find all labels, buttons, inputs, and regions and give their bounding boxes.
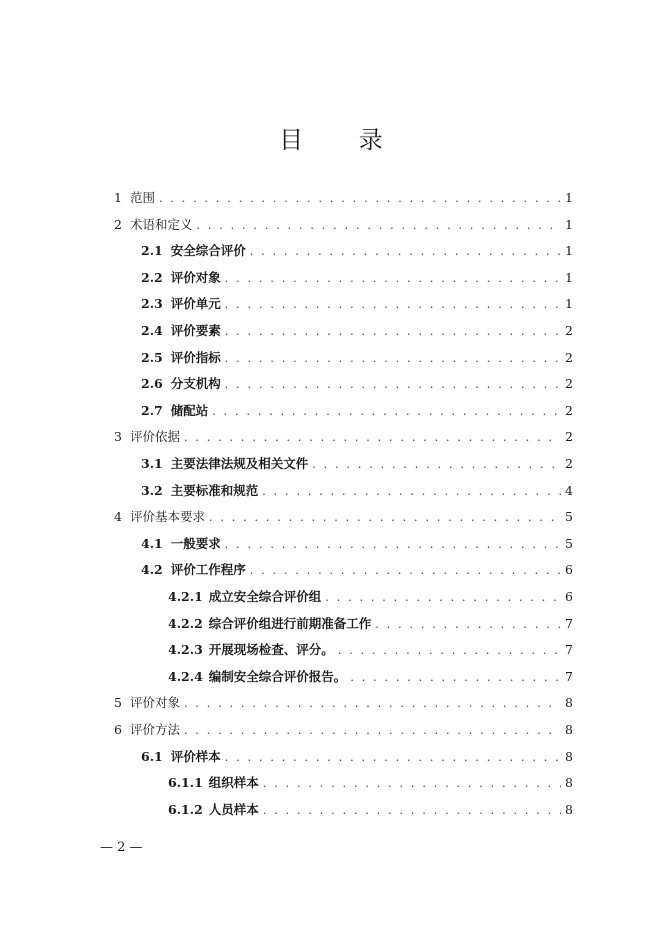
- toc-entry-label: 成立安全综合评价组: [208, 589, 322, 604]
- dot-leader: [312, 455, 561, 475]
- toc-entry-number: 3.1: [141, 456, 163, 471]
- toc-entry-number: 2.3: [141, 296, 163, 312]
- toc-entry[interactable]: [168, 800, 573, 820]
- toc-entry-label: 主要法律法规及相关文件: [170, 456, 309, 471]
- toc-entry-label: 安全综合评价: [170, 243, 246, 259]
- dot-leader: [225, 375, 561, 395]
- toc-entry-label: 评价对象: [170, 269, 221, 285]
- dot-leader: [262, 482, 561, 502]
- toc-entry[interactable]: [114, 693, 573, 713]
- dot-leader: [338, 641, 561, 661]
- toc-entry[interactable]: [114, 188, 573, 208]
- toc-entry[interactable]: [114, 427, 573, 447]
- dot-leader: [225, 349, 561, 369]
- toc-entry-label: 分支机构: [170, 376, 221, 392]
- toc-entry-label: 综合评价组进行前期准备工作: [208, 615, 372, 631]
- dot-leader: [196, 216, 561, 236]
- toc-entry-page: 8: [565, 801, 573, 817]
- toc-entry-page: 8: [565, 775, 573, 791]
- toc-entry-page: 6: [565, 562, 573, 578]
- toc-entry-number: 2: [114, 216, 122, 232]
- toc-entry-page: 1: [565, 269, 573, 285]
- toc-entry-label: 开展现场检查、评分。: [208, 642, 334, 658]
- toc-entry[interactable]: [141, 534, 573, 554]
- toc-entry-label: 评价方法: [129, 722, 180, 737]
- toc-entry-page: 5: [565, 535, 573, 551]
- toc-entry-number: 2.6: [141, 376, 163, 392]
- toc-entry-number: 4.2.2: [168, 615, 203, 631]
- toc-entry[interactable]: [114, 507, 573, 527]
- toc-entry-page: 1: [565, 296, 573, 312]
- toc-entry-label: 人员样本: [208, 801, 259, 817]
- toc-entry[interactable]: [141, 560, 573, 580]
- toc-entry[interactable]: [168, 587, 573, 607]
- toc-entry[interactable]: [141, 294, 573, 314]
- toc-entry[interactable]: [141, 241, 573, 261]
- toc-entry-number: 6.1: [141, 748, 163, 764]
- toc-entry-number: 2.2: [141, 269, 163, 285]
- toc-entry-number: 4.1: [141, 535, 163, 551]
- toc-entry-label: 评价基本要求: [129, 509, 205, 525]
- dot-leader: [375, 615, 561, 635]
- toc-entry-number: 3: [114, 429, 122, 445]
- toc-entry-page: 8: [565, 695, 573, 711]
- dot-leader: [250, 242, 561, 262]
- toc-entry-page: 8: [565, 748, 573, 764]
- dot-leader: [159, 189, 561, 209]
- toc-entry-number: 5: [114, 695, 122, 711]
- toc-entry-label: 评价指标: [170, 349, 221, 365]
- toc-entry-page: 4: [565, 482, 573, 498]
- toc-entry[interactable]: [114, 720, 573, 740]
- toc-entry-label: 编制安全综合评价报告。: [208, 668, 347, 684]
- toc-entry-label: 评价样本: [170, 748, 221, 764]
- toc-entry-number: 4: [114, 509, 122, 525]
- toc-entry[interactable]: [168, 614, 573, 634]
- toc-entry-page: 2: [565, 429, 573, 445]
- toc-entry[interactable]: [141, 481, 573, 501]
- page-title: 目 录: [279, 126, 407, 154]
- toc-entry-label: 评价要素: [170, 323, 221, 338]
- dot-leader: [184, 694, 561, 714]
- dot-leader: [209, 508, 561, 528]
- dot-leader: [225, 748, 561, 768]
- toc-entry-page: 6: [565, 589, 573, 604]
- toc-entry-label: 一般要求: [170, 535, 221, 551]
- toc-entry[interactable]: [141, 454, 573, 474]
- toc-entry-page: 2: [565, 349, 573, 365]
- toc-entry-label: 评价依据: [129, 429, 180, 445]
- toc-entry-page: 2: [565, 376, 573, 392]
- toc-entry-page: 1: [565, 243, 573, 259]
- dot-leader: [263, 774, 561, 794]
- dot-leader: [225, 322, 561, 342]
- toc-entry[interactable]: [114, 215, 573, 235]
- toc-entry[interactable]: [141, 401, 573, 421]
- toc-entry[interactable]: [141, 348, 573, 368]
- toc-entry[interactable]: [141, 374, 573, 394]
- toc-entry-page: 8: [565, 722, 573, 737]
- toc-entry-page: 2: [565, 456, 573, 471]
- toc-entry-page: 1: [565, 190, 573, 205]
- toc-entry[interactable]: [168, 640, 573, 660]
- dot-leader: [250, 561, 561, 581]
- dot-leader: [263, 801, 561, 821]
- dot-leader: [350, 668, 561, 688]
- toc-entry[interactable]: [141, 268, 573, 288]
- toc-entry-page: 7: [565, 642, 573, 658]
- toc-entry-number: 4.2.4: [168, 668, 203, 684]
- toc-entry-label: 评价单元: [170, 296, 221, 312]
- toc-entry-page: 2: [565, 323, 573, 338]
- toc-entry-page: 2: [565, 402, 573, 418]
- toc-entry-page: 7: [565, 615, 573, 631]
- toc-entry-label: 储配站: [170, 402, 209, 418]
- toc-entry-number: 2.5: [141, 349, 163, 365]
- toc-entry-label: 术语和定义: [129, 216, 193, 232]
- toc-entry-label: 范围: [129, 190, 155, 205]
- toc-entry-number: 4.2.3: [168, 642, 203, 658]
- dot-leader: [225, 535, 561, 555]
- toc-entry-number: 3.2: [141, 482, 163, 498]
- toc-entry-number: 2.7: [141, 402, 163, 418]
- toc-entry-number: 6: [114, 722, 122, 737]
- dot-leader: [184, 428, 561, 448]
- toc-entry-number: 6.1.1: [168, 775, 203, 791]
- toc-entry-page: 5: [565, 509, 573, 525]
- toc-entry-number: 6.1.2: [168, 801, 203, 817]
- dot-leader: [212, 402, 561, 422]
- toc-entry-number: 1: [114, 190, 122, 205]
- toc-entry-label: 主要标准和规范: [170, 482, 259, 498]
- toc-entry-page: 7: [565, 668, 573, 684]
- dot-leader: [184, 721, 561, 741]
- dot-leader: [225, 269, 561, 289]
- toc-entry[interactable]: [168, 773, 573, 793]
- toc-entry-number: 4.2: [141, 562, 163, 578]
- toc-entry-number: 2.4: [141, 323, 163, 338]
- dot-leader: [225, 295, 561, 315]
- dot-leader: [325, 588, 561, 608]
- toc-entry-number: 2.1: [141, 243, 163, 259]
- toc-entry[interactable]: [168, 667, 573, 687]
- toc-entry-label: 评价对象: [129, 695, 180, 711]
- toc-entry[interactable]: [141, 321, 573, 341]
- toc-entry-label: 评价工作程序: [170, 562, 246, 578]
- toc-entry-number: 4.2.1: [168, 589, 203, 604]
- toc-entry-page: 1: [565, 216, 573, 232]
- toc-entry-label: 组织样本: [208, 775, 259, 791]
- page-number: — 2 —: [100, 840, 143, 855]
- toc-entry[interactable]: [141, 747, 573, 767]
